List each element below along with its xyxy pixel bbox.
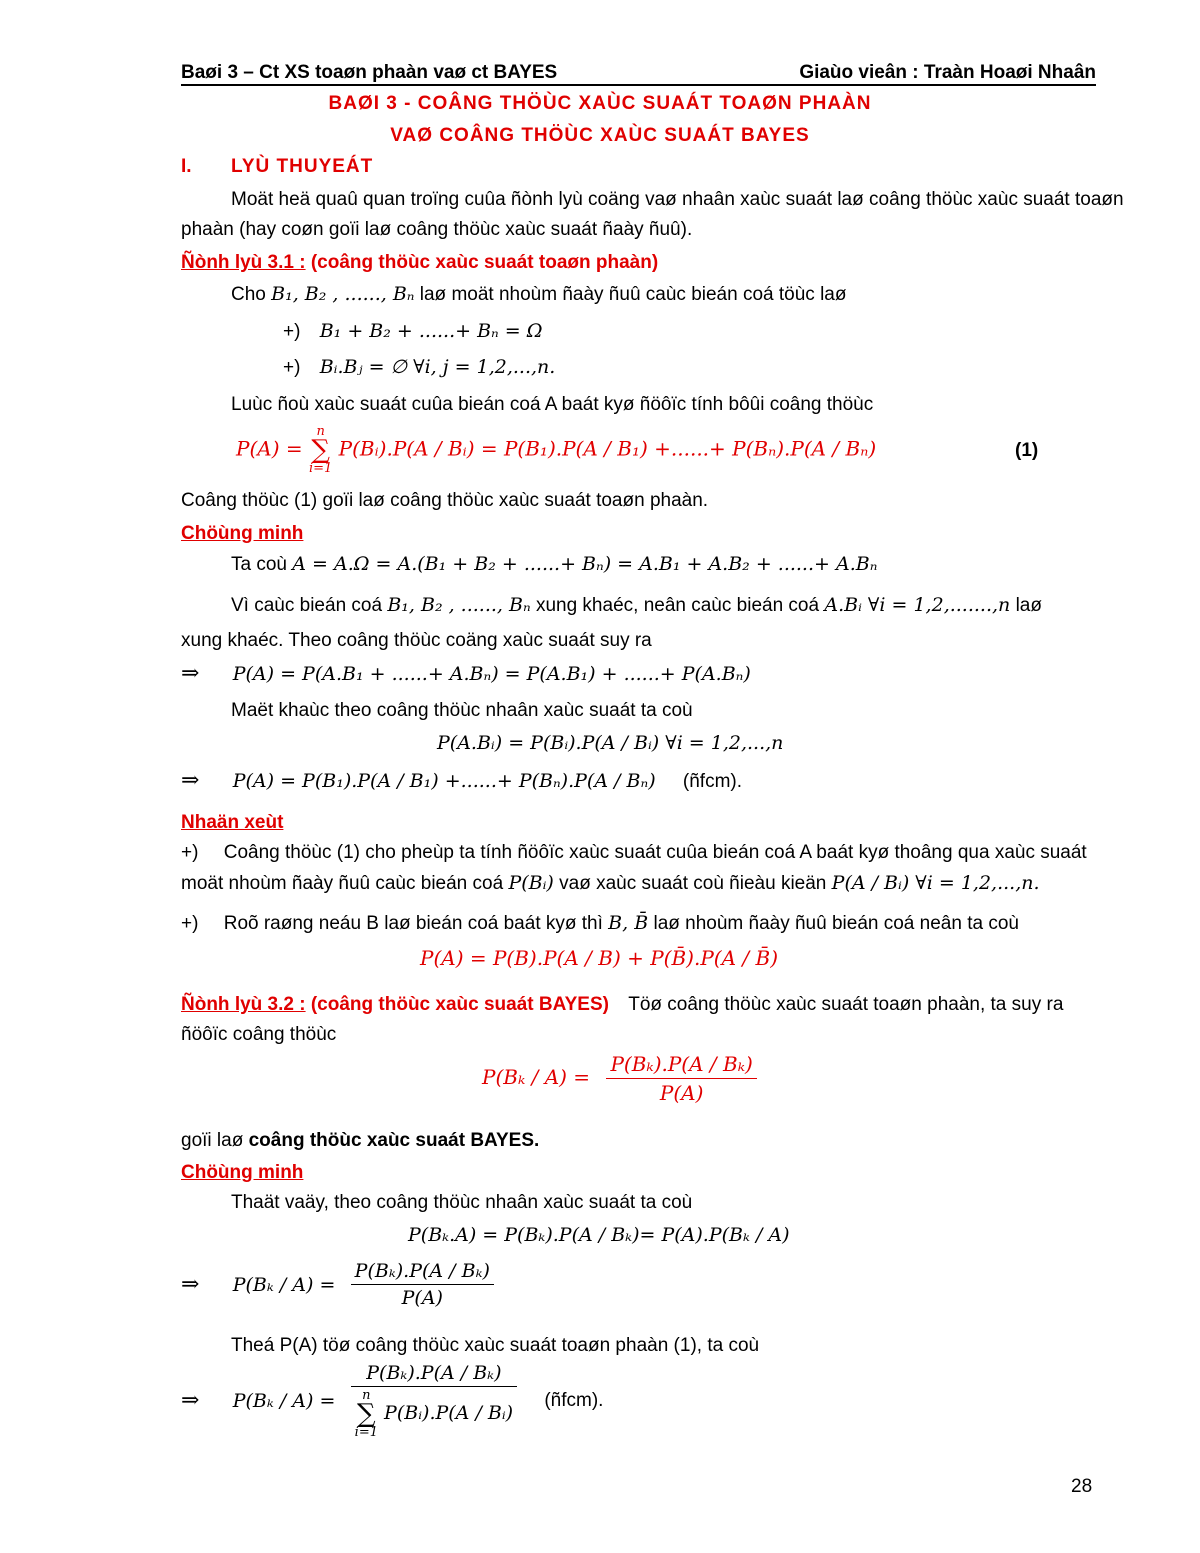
given-variables: B₁, B₂ , ......, Bₙ: [271, 283, 415, 305]
intro-line-2: phaàn (hay coøn goïi laø coâng thöùc xaùc suaát ñaày ñuû).: [181, 219, 693, 240]
proof-2-line-5: [181, 1362, 603, 1439]
given-prefix: Cho: [231, 284, 266, 305]
proof-1-line-2-math-a: B₁, B₂ , ......, Bₙ: [387, 594, 531, 616]
proof-2-line-3-lhs: P(Bₖ / A) =: [232, 1273, 336, 1296]
proof-2-line-5-denominator: [351, 1386, 517, 1439]
summation-sign: n ∑ i=1: [354, 1388, 378, 1440]
intro-line-1: Moät heä quaû quan troïng cuûa ñònh lyù coäng vaø nhaân xaùc suaát laø coâng thöùc xaùc suaát toaøn: [231, 189, 1124, 210]
theorem-2-name: (coâng thöùc xaùc suaát BAYES): [310, 994, 609, 1015]
remark-1-line-2-text-a: moät nhoùm ñaày ñuû caùc bieán coá: [181, 873, 504, 894]
proof-1-heading: Chöùng minh: [181, 523, 304, 544]
proof-2-line-5-fraction: [351, 1362, 517, 1439]
proof-2-line-3-denominator: P(A): [351, 1284, 494, 1309]
proof-2-line-5-lhs: P(Bₖ / A) =: [232, 1389, 336, 1412]
theorem-1-heading: [181, 252, 658, 274]
given-suffix: laø moät nhoùm ñaày ñuû caùc bieán coá töùc laø: [419, 284, 847, 305]
remark-1-line-1: [181, 842, 1087, 864]
proof-1-line-4-math: P(A) = P(A.B₁ + ......+ A.Bₙ) = P(A.B₁) + ......+ P(A.Bₙ): [232, 663, 751, 685]
condition-1: [283, 320, 543, 343]
sum-lower-limit: i=1: [308, 461, 333, 476]
theorem-2-caption: [181, 1130, 539, 1152]
bayes-numerator: P(Bₖ).P(A / Bₖ): [610, 1052, 753, 1076]
sum-lower-limit: i=1: [354, 1425, 378, 1440]
formula-lhs: P(A) =: [236, 436, 309, 461]
condition-1-math: B₁ + B₂ + ......+ Bₙ = Ω: [319, 320, 543, 342]
remark-1-line-2: [181, 872, 1040, 895]
implies-symbol: ⇒: [181, 1388, 200, 1413]
proof-1-line-2-text-c: laø: [1015, 595, 1042, 616]
theorem-2-caption-bold: coâng thöùc xaùc suaát BAYES.: [248, 1130, 540, 1151]
formula-tag: (1): [1015, 440, 1039, 461]
remark-2-text-a: Roõ raøng neáu B laø bieán coá baát kyø thì: [223, 913, 603, 934]
theorem-2-label: Ñònh lyù 3.2 :: [181, 994, 306, 1015]
theorem-1-label: Ñònh lyù 3.1 :: [181, 252, 306, 273]
remark-2-sign: +): [181, 913, 199, 934]
proof-1-line-2-math-b: A.Bᵢ ∀i = 1,2,.......,n: [824, 594, 1011, 616]
remark-2-math: B, B̄: [608, 912, 649, 934]
remark-2-formula: P(A) = P(B).P(A / B) + P(B̄).P(A / B̄): [420, 946, 778, 970]
proof-2-line-5-denominator-term: P(Bᵢ).P(A / Bᵢ): [384, 1402, 514, 1424]
proof-1-line-6: P(A.Bᵢ) = P(Bᵢ).P(A / Bᵢ) ∀i = 1,2,...,n: [437, 732, 784, 754]
section-number: I.: [181, 156, 192, 177]
remark-1-text: Coâng thöùc (1) cho pheùp ta tính ñöôïc xaùc suaát cuûa bieán coá A baát kyø thoâng qua xaùc suaát: [223, 842, 1087, 863]
page-number: 28: [1071, 1476, 1093, 1497]
total-probability-formula: [236, 425, 876, 475]
document-title-line-1: BAØI 3 - COÂNG THÖÙC XAÙC SUAÁT TOAØN PHAÀN: [328, 93, 872, 114]
proof-2-heading: Chöùng minh: [181, 1162, 304, 1183]
proof-1-line-5: Maët khaùc theo coâng thöùc nhaân xaùc suaát ta coù: [231, 700, 693, 721]
qed-mark: (ñfcm).: [544, 1389, 604, 1411]
proof-1-line-2: [231, 594, 1042, 617]
sum-upper-limit: n: [316, 424, 325, 439]
theorem-2-text-a: Töø coâng thöùc xaùc suaát toaøn phaàn, ta suy ra: [628, 994, 1064, 1015]
bayes-formula: [482, 1052, 757, 1105]
proof-1-line-7: [181, 768, 742, 793]
remark-1-line-2-math-b: P(A / Bᵢ) ∀i = 1,2,...,n.: [831, 872, 1040, 894]
proof-2-line-3: [181, 1260, 494, 1309]
theorem-1-name: (coâng thöùc xaùc suaát toaøn phaàn): [310, 252, 659, 273]
proof-2-line-4: Theá P(A) töø coâng thöùc xaùc suaát toaøn phaàn (1), ta coù: [231, 1335, 760, 1356]
remark-2-text-b: laø nhoùm ñaày ñuû bieán coá neân ta coù: [653, 913, 1019, 934]
proof-1-line-1-math: A = A.Ω = A.(B₁ + B₂ + ......+ Bₙ) = A.B₁ + A.B₂ + ......+ A.Bₙ: [292, 553, 878, 575]
proof-2-line-5-numerator: P(Bₖ).P(A / Bₖ): [366, 1362, 502, 1384]
qed-mark: (ñfcm).: [682, 771, 742, 792]
bayes-denominator: P(A): [606, 1078, 756, 1105]
condition-1-sign: +): [283, 321, 301, 342]
remark-heading: Nhaän xeùt: [181, 812, 284, 833]
proof-1-line-3: xung khaéc. Theo coâng thöùc coäng xaùc suaát suy ra: [181, 630, 652, 651]
remark-1-sign: +): [181, 842, 199, 863]
implies-symbol: ⇒: [181, 768, 200, 793]
remark-1-line-2-text-b: vaø xaùc suaát coù ñieàu kieän: [559, 873, 827, 894]
condition-2: [283, 356, 555, 379]
proof-1-line-1-text: Ta coù: [231, 554, 287, 575]
summation-sign: n ∑ i=1: [308, 424, 333, 476]
bayes-fraction: [606, 1052, 756, 1105]
proof-2-line-3-fraction: [351, 1260, 494, 1309]
condition-2-math: Bᵢ.Bⱼ = ∅ ∀i, j = 1,2,...,n.: [319, 356, 556, 378]
bayes-lhs: P(Bₖ / A) =: [482, 1065, 591, 1089]
theorem-2-caption-text: goïi laø: [181, 1130, 244, 1151]
remark-2: [181, 912, 1019, 935]
proof-2-line-1: Thaät vaäy, theo coâng thöùc nhaân xaùc suaát ta coù: [231, 1192, 693, 1213]
remark-1-line-2-math-a: P(Bᵢ): [508, 872, 554, 894]
proof-2-line-2: P(Bₖ.A) = P(Bₖ).P(A / Bₖ)= P(A).P(Bₖ / A): [408, 1224, 790, 1246]
sum-upper-limit: n: [362, 1388, 371, 1403]
proof-1-line-2-text-a: Vì caùc bieán coá: [231, 595, 383, 616]
condition-2-sign: +): [283, 357, 301, 378]
header-left-text: Baøi 3 – Ct XS toaøn phaàn vaø ct BAYES: [181, 62, 558, 83]
theorem-1-given: [231, 283, 846, 306]
proof-2-line-3-numerator: P(Bₖ).P(A / Bₖ): [354, 1260, 490, 1282]
theorem-2-text-b: ñöôïc coâng thöùc: [181, 1024, 337, 1045]
section-title: LYÙ THUYEÁT: [231, 156, 374, 177]
proof-1-line-2-text-b: xung khaéc, neân caùc bieán coá: [535, 595, 820, 616]
formula-caption: Coâng thöùc (1) goïi laø coâng thöùc xaùc suaát toaøn phaàn.: [181, 490, 709, 511]
header-right-text: Giaùo vieân : Traàn Hoaøi Nhaân: [799, 62, 1096, 83]
document-title-line-2: VAØ COÂNG THÖÙC XAÙC SUAÁT BAYES: [390, 125, 810, 146]
page-header: [181, 62, 1096, 86]
theorem-2-heading: [181, 994, 1063, 1016]
formula-rhs: P(Bᵢ).P(A / Bᵢ) = P(B₁).P(A / B₁) +......+ P(Bₙ).P(A / Bₙ): [338, 436, 877, 461]
proof-1-line-7-math: P(A) = P(B₁).P(A / B₁) +......+ P(Bₙ).P(A / Bₙ): [232, 770, 656, 792]
implies-symbol: ⇒: [181, 661, 200, 686]
theorem-1-conclusion: Luùc ñoù xaùc suaát cuûa bieán coá A baát kyø ñöôïc tính bôûi coâng thöùc: [231, 394, 874, 415]
proof-1-line-1: [231, 553, 877, 576]
implies-symbol: ⇒: [181, 1272, 200, 1297]
proof-1-line-4: [181, 661, 751, 686]
